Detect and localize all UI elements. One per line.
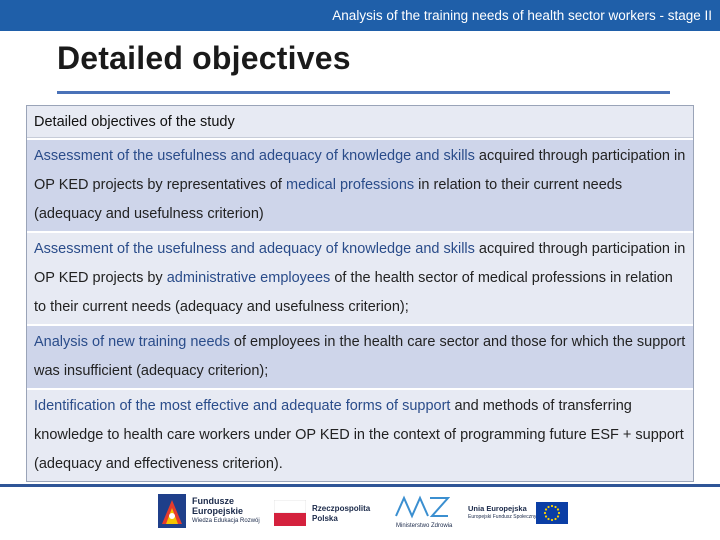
body-text: and methods of transferring knowledge to health care workers under OP KED in the context of programming future ESF + support (adequacy and effectiveness criterion). — [34, 398, 684, 472]
fe-star-icon — [158, 494, 186, 528]
funding-logos — [150, 494, 580, 534]
ue-line1: Unia Europejska — [468, 504, 527, 513]
unia-europejska-logo — [468, 494, 580, 534]
body-text: of the health sector of medical professions in relation to their current needs (adequacy and usefulness criterion); — [34, 270, 673, 315]
highlight-text: medical professions — [286, 177, 415, 193]
body-text: acquired through participation in OP KED projects by — [34, 241, 686, 286]
polish-flag-icon — [274, 500, 306, 526]
fe-line1: Fundusze — [192, 496, 234, 506]
body-text: of employees in the health care sector and those for which the support was insufficient (adequacy criterion); — [34, 334, 686, 379]
banner-text: Analysis of the training needs of health sector workers - stage II — [332, 8, 712, 23]
page-title: Detailed objectives — [57, 40, 351, 76]
mz-monogram-icon — [394, 494, 450, 520]
table-row — [27, 231, 693, 324]
ministerstwo-zdrowia-logo — [388, 494, 458, 534]
highlight-text: Identification of the most effective and adequate forms of support — [34, 398, 451, 414]
fe-line2: Europejskie — [192, 506, 244, 516]
title-underline — [57, 91, 670, 94]
fe-sub: Wiedza Edukacja Rozwój — [192, 518, 260, 524]
highlight-text: Analysis of new training needs — [34, 334, 230, 350]
highlight-text: Assessment of the usefulness and adequacy of knowledge and skills — [34, 148, 475, 164]
mz-sub: Ministerstwo Zdrowia — [396, 523, 453, 529]
objectives-table — [26, 105, 694, 482]
rp-line2: Polska — [312, 514, 338, 523]
table-row — [27, 138, 693, 231]
table-row — [27, 388, 693, 481]
ue-sub: Europejski Fundusz Społeczny — [468, 514, 537, 520]
rzeczpospolita-polska-logo — [274, 494, 371, 534]
table-row — [27, 324, 693, 388]
body-text: in relation to their current needs (adequacy and usefulness criterion) — [34, 177, 623, 222]
header-banner — [0, 0, 720, 31]
eu-flag-icon — [536, 502, 568, 524]
body-text: acquired through participation in OP KED projects by representatives of — [34, 148, 686, 193]
table-header: Detailed objectives of the study — [27, 106, 693, 138]
footer-divider — [0, 484, 720, 487]
fundusze-europejskie-logo — [158, 494, 268, 534]
rp-line1: Rzeczpospolita — [312, 504, 371, 513]
highlight-text: Assessment of the usefulness and adequacy of knowledge and skills — [34, 241, 475, 257]
highlight-text: administrative employees — [166, 270, 331, 286]
